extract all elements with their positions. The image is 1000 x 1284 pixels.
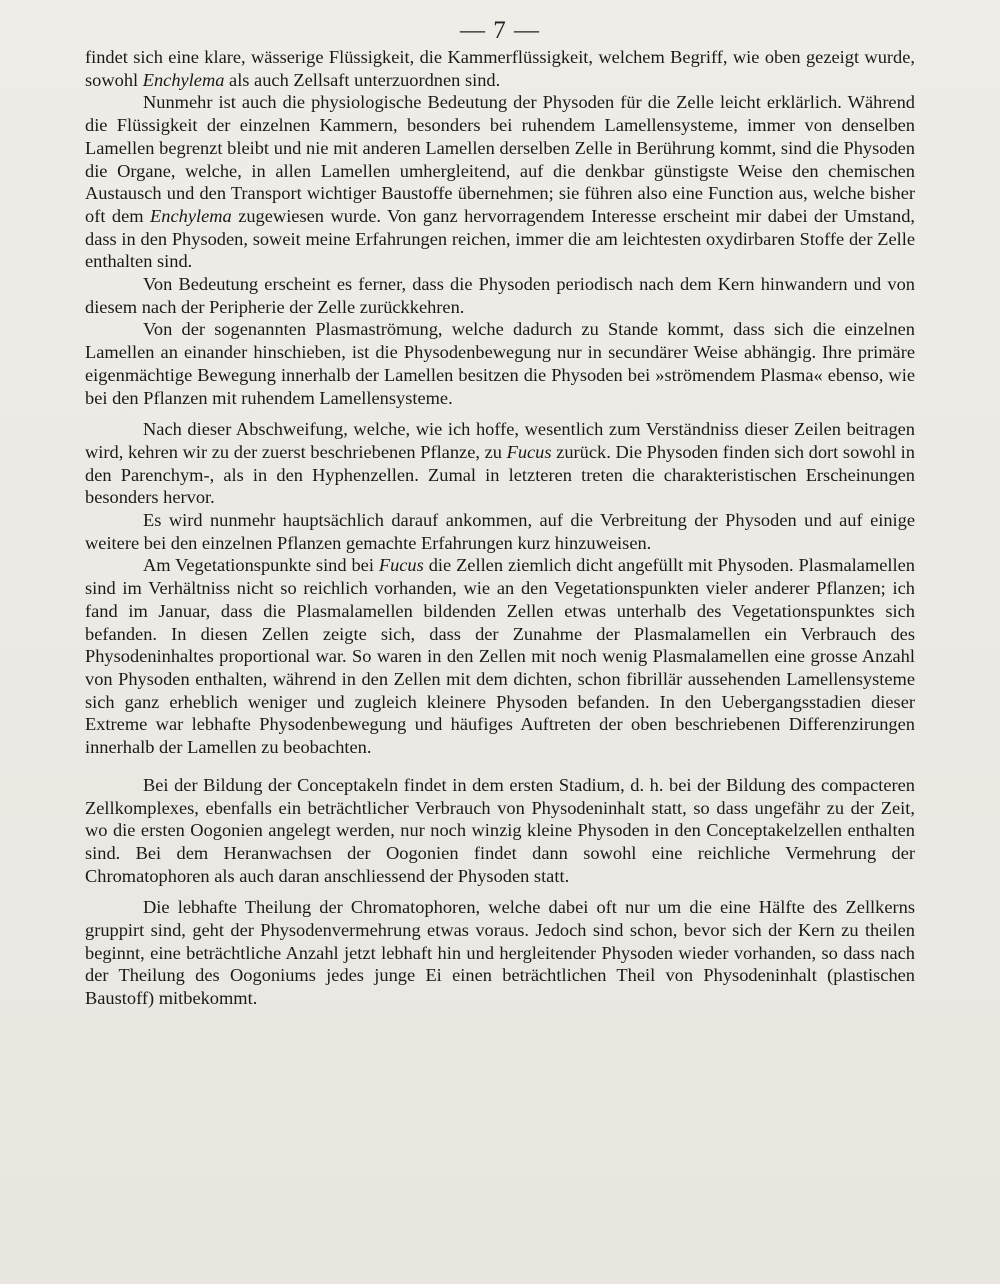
text-run: Nunmehr ist auch die physiologische Bedeutung der Physoden für die Zelle leicht erklärlich. Während die Flüssigkeit der einzelnen Kammern, besonders bei ruhendem Lamellensysteme, immer von denselben Lamellen begrenzt bleibt und nie mit anderen Lamellen derselben Zelle in Berührung kommt, sind die Physoden die Organe, welche, in allen Lamellen umhergleitend, auf die denkbar günstigste Weise den chemischen Austausch und den Transport wichtiger Baustoffe übernehmen; sie führen also eine Function aus, welche bisher oft dem [85,92,915,226]
italic-term: Fucus [378,555,424,576]
body-text [85,46,915,1010]
paragraph-2 [85,91,915,273]
italic-term: Enchylema [150,205,232,226]
paragraph-3 [85,273,915,318]
paragraph-4 [85,318,915,409]
paragraph-9 [85,896,915,1010]
paragraph-8 [85,774,915,888]
paragraph-6 [85,509,915,554]
text-run: Die lebhafte Theilung der Chromatophoren, welche dabei oft nur um die eine Hälfte des Zellkerns gruppirt sind, geht der Physodenvermehrung etwas voraus. Jedoch sind schon, bevor sich der Kern zu theilen beginnt, eine beträchtliche Anzahl jetzt lebhaft hin und hergleitender Physoden wieder vorhanden, so dass nach der Theilung des Oogoniums jedes junge Ei einen beträchtlichen Theil von Physodeninhalt (plastischen Baustoff) mitbekommt. [85,897,915,1009]
text-run: Bei der Bildung der Conceptakeln findet in dem ersten Stadium, d. h. bei der Bildung des compacteren Zellkomplexes, ebenfalls ein beträchtlicher Verbrauch von Physodeninhalt statt, so dass ungefähr zu der Zeit, wo die ersten Oogonien angelegt werden, nur noch winzig kleine Physoden in den Conceptakelzellen enthalten sind. Bei dem Heranwachsen der Oogonien findet dann sowohl eine reichliche Vermehrung der Chromatophoren als auch daran anschliessend der Physoden statt. [85,774,915,886]
text-run: Nach dieser Abschweifung, welche, wie ich hoffe, wesentlich zum Verständniss dieser Zeilen beitragen wird, kehren wir zu der zuerst beschriebenen Pflanze, zu [85,419,915,462]
text-run: zurück. Die Physoden finden sich dort sowohl in den Parenchym-, als in den Hyphenzellen. Zumal in letzteren treten die charakteristischen Erscheinungen besonders hervor. [85,441,915,508]
text-run: als auch Zellsaft unterzuordnen sind. [224,69,501,90]
text-run: Von der sogenannten Plasmaströmung, welche dadurch zu Stande kommt, dass sich die einzelnen Lamellen an einander hinschieben, ist die Physodenbewegung nur in secundärer Weise abhängig. Ihre primäre eigenmächtige Bewegung innerhalb der Lamellen besitzen die Physoden bei »strömendem Plasma« ebenso, wie bei den Pflanzen mit ruhendem Lamellensysteme. [85,319,915,408]
text-run: die Zellen ziemlich dicht angefüllt mit Physoden. Plasmalamellen sind im Verhältniss nicht so reichlich vorhanden, wie an den Vegetationspunkten vieler anderer Pflanzen; ich fand im Januar, dass die Plasmalamellen bildenden Zellen etwas unterhalb des Vegetationspunktes sich befanden. In diesen Zellen zeigte sich, dass der Zunahme der Plasmalamellen ein Verbrauch des Physodeninhaltes proportional war. So waren in den Zellen mit noch wenig Plasmalamellen eine grosse Anzahl von Physoden enthalten, während in den Zellen mit dem dichten, schon fibrillär aussehenden Lamellensysteme sich ganz erheblich weniger und zugleich kleinere Physoden befanden. In den Uebergangsstadien dieser Extreme war lebhafte Physodenbewegung und häufiges Auftreten der oben beschriebenen Differenzirungen innerhalb der Lamellen zu beobachten. [85,555,915,758]
paragraph-1 [85,46,915,91]
text-run: findet sich eine klare, wässerige Flüssigkeit, die Kammerflüssigkeit, welchem Begriff, wie oben gezeigt wurde, sowohl [85,47,915,90]
paragraph-5 [85,418,915,509]
text-run: Es wird nunmehr hauptsächlich darauf ankommen, auf die Verbreitung der Physoden und auf einige weitere bei den einzelnen Pflanzen gemachte Erfahrungen kurz hinzuweisen. [85,510,915,553]
text-run: Von Bedeutung erscheint es ferner, dass die Physoden periodisch nach dem Kern hinwandern und von diesem nach der Peripherie der Zelle zurückkehren. [85,274,915,317]
italic-term: Fucus [506,441,552,462]
page-number: — 7 — [460,17,540,44]
italic-term: Enchylema [142,69,225,90]
text-run: zugewiesen wurde. Von ganz hervorragendem Interesse erscheint mir dabei der Umstand, dass in den Physoden, soweit meine Erfahrungen reichen, immer die am leichtesten oxydirbaren Stoffe der Zelle enthalten sind. [85,205,915,272]
text-run: Am Vegetationspunkte sind bei [143,555,379,576]
paragraph-7 [85,554,915,758]
